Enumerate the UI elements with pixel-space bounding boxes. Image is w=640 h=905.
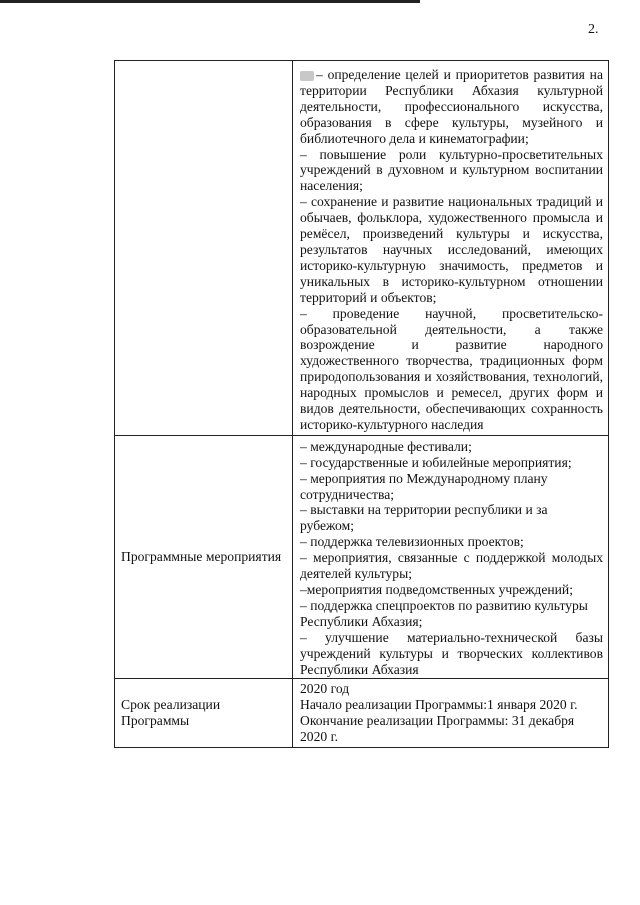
list-item: – мероприятия по Международному плану сотрудничества; — [300, 470, 548, 502]
list-item: – улучшение материально-технической базы учреждений культуры и творческих коллективов Республики Абхазия — [300, 629, 603, 677]
top-edge-line — [0, 0, 420, 3]
list-item: – мероприятия, связанные с поддержкой молодых деятелей культуры; — [300, 550, 603, 582]
list-item: Окончание реализации Программы: 31 декабря 2020 г. — [300, 713, 575, 745]
program-table — [114, 60, 609, 748]
list-item: – поддержка телевизионных проектов; — [300, 534, 524, 550]
list-item: – повышение роли культурно-просветительных учреждений в духовном и культурном воспитании населения; — [300, 146, 603, 194]
page-number: 2. — [588, 22, 599, 37]
table-row-activities — [115, 435, 609, 679]
list-item: –мероприятия подведомственных учреждений; — [300, 582, 573, 597]
list-item: – определение целей и приоритетов развития на территории Республики Абхазия культурной деятельности, профессионального искусства, образования в сфере культуры, музейного и библиотечного дела и кинематографии; — [300, 67, 603, 146]
list-item: – государственные и юбилейные мероприятия; — [300, 454, 572, 470]
list-item: Начало реализации Программы:1 января 2020 г. — [300, 697, 578, 713]
row-label-empty — [115, 61, 293, 436]
list-item: – проведение научной, просветительско-образовательной деятельности, а также возрождение и развитие народного художественного творчества, традиционных форм природопользования и хозяйствования, технологий, народных промыслов и ремесел, других форм и видов деятельности, обеспечивающих сохранность историко-культурного наследия — [300, 305, 603, 432]
row-label-term: Срок реализации Программы — [115, 679, 293, 748]
scan-smudge — [300, 71, 314, 81]
goals-cell — [293, 61, 609, 436]
list-item: – поддержка спецпроектов по развитию культуры Республики Абхазия; — [300, 597, 588, 629]
activities-cell — [293, 435, 609, 679]
term-cell — [293, 679, 609, 748]
list-item: – выставки на территории республики и за рубежом; — [300, 502, 548, 534]
list-item: – международные фестивали; — [300, 438, 472, 454]
table-row-term — [115, 679, 609, 748]
row-label-activities: Программные мероприятия — [115, 435, 293, 679]
list-item: – сохранение и развитие национальных традиций и обычаев, фольклора, художественного промысла и ремёсел, произведений культуры и искусства, результатов научных исследований, имеющих историко-культурную значимость, предметов и уникальных в историко-культурном отношении территорий и объектов; — [300, 194, 603, 305]
table-row-goals — [115, 61, 609, 436]
list-item: 2020 год — [300, 681, 350, 697]
